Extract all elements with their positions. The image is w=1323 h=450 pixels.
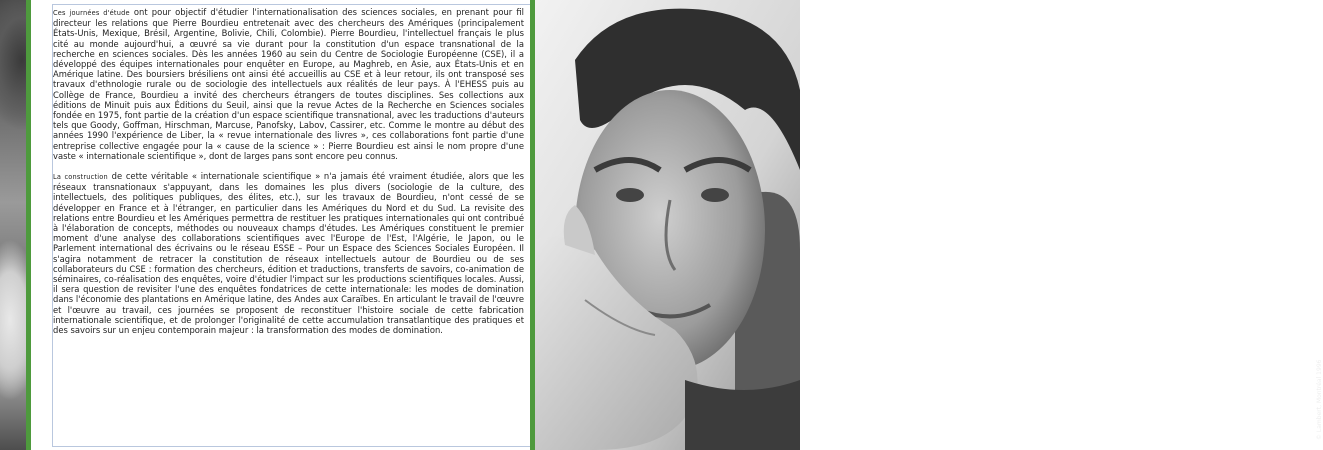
paragraph-1 bbox=[53, 7, 524, 161]
paragraph-2 bbox=[53, 171, 524, 335]
paragraph-2-lead: La construction bbox=[53, 173, 108, 182]
portrait-illustration bbox=[535, 0, 800, 450]
paragraph-2-text: de cette véritable « internationale scientifique » n'a jamais été vraiment étudiée, alors que les réseaux transnationaux s'appuyant, dans les domaines les plus divers (sociologie de la culture, des intellectuels, des politiques publiques, des élites, etc.), sur les travaux de Bourdieu, n'ont cessé de se développer en France et à l'étranger, en particulier dans les Amériques du Nord et du Sud. La revisite des relations entre Bourdieu et les Amériques permettra de restituer les pratiques internationales qui ont contribué à l'élaboration de concepts, méthodes ou nouveaux champs d'études. Les Amériques constituent le premier moment d'une analyse des collaborations scientifiques avec l'Europe de l'Est, l'Algérie, le Japon, ou le Parlement international des écrivains ou le réseau ESSE – Pour un Espace des Sciences Sociales Européen. Il s'agira notamment de retracer la constitution de réseaux intellectuels autour de Bourdieu ou de ses collaborateurs du CSE : formation des chercheurs, édition et traductions, transferts de savoirs, co-animation de séminaires, co-réalisation des enquêtes, voire d'étudier l'impact sur les productions scientifiques locales. Aussi, il sera question de revisiter l'une des enquêtes fondatrices de cette internationale: les modes de domination dans l'économie des plantations en Amérique latine, des Andes aux Caraïbes. En articulant le travail de l'œuvre et l'œuvre au travail, ces journées se proposent de reconstituer l'histoire sociale de cette fabrication internationale scientifique, et de prolonger l'originalité de cette accumulation transatlantique des pratiques et des savoirs sur un enjeu contemporain majeur : la transformation des modes de domination. bbox=[53, 171, 524, 336]
left-portrait-photo bbox=[0, 0, 26, 450]
photo-credit: © Lambert, Montréal 1996 bbox=[1316, 359, 1323, 440]
paragraph-1-lead: Ces journées d'étude bbox=[53, 9, 130, 17]
bourdieu-portrait-photo bbox=[535, 0, 1323, 450]
paragraph-1-text: ont pour objectif d'étudier l'internationalisation des sciences sociales, en prenant pour fil directeur les relations que Pierre Bourdieu entretenait avec des chercheurs des Amériques (principalement États-Unis, Mexique, Brésil, Argentine, Bolivie, Chili, Colombie). Pierre Bourdieu, l'intellectuel français le plus cité au monde aujourd'hui, a œuvré sa vie durant pour la constitution d'un espace transnational de la recherche en sciences sociales. Dès les années 1960 au sein du Centre de Sociologie Européenne (CSE), il a développé des équipes internationales pour enquêter en Europe, au Maghreb, en Asie, aux États-Unis et en Amérique latine. Des boursiers brésiliens ont ainsi été accueillis au CSE et à leur retour, ils ont transposé ses travaux d'ethnologie rurale ou de sociologie des intellectuels aux réalités de leur pays. À l'EHESS puis au Collège de France, Bourdieu a invité des chercheurs étrangers de toutes disciplines. Ses collections aux éditions de Minuit puis aux Éditions du Seuil, ainsi que la revue Actes de la Recherche en Sciences sociales fondée en 1975, font partie de la création d'un espace scientifique transnational, avec les traductions d'auteurs tels que Goody, Goffman, Hirschman, Marcuse, Panofsky, Labov, Cassirer, etc. Comme le montre au début des années 1990 l'expérience de Liber, la « revue internationale des livres », ces collaborations font partie d'une entreprise collective engagée pour la « cause de la science » : Pierre Bourdieu est ainsi le nom propre d'une vaste « internationale scientifique », dont de larges pans sont encore peu connus. bbox=[53, 7, 525, 161]
article-body bbox=[53, 7, 524, 335]
